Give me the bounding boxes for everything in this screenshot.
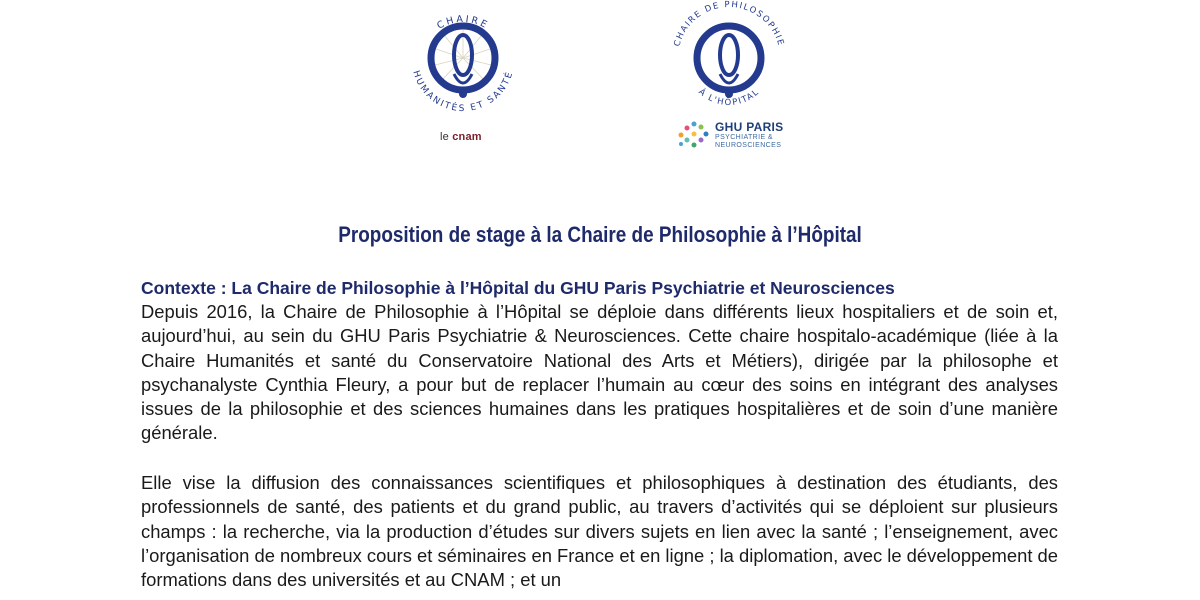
ghu-subtitle-line2: NEUROSCIENCES	[715, 142, 782, 149]
right-logo-top-text: CHAIRE DE PHILOSOPHIE	[672, 0, 786, 48]
context-paragraph-2: Elle vise la diffusion des connaissances scientifiques et philosophiques à destination des étudiants, des professionnels de santé, des patients et du grand public, au travers d’activités qui se déploient sur plusieurs champs : la recherche, via la production d’études sur divers sujets en lien avec la santé ; l’enseignement, avec l’organisation de nombreux cours et séminaires en France et en ligne ; la diplomation, avec le développement de formations dans des universités et au CNAM ; et un	[141, 472, 1058, 591]
context-paragraph-1: Depuis 2016, la Chaire de Philosophie à l’Hôpital se déploie dans différents lieux hospitaliers et de soin et, aujourd’hui, au sein du GHU Paris Psychiatrie & Neurosciences. Cette chaire hospitalo-académique (liée à la Chaire Humanités et santé du Conservatoire National des Arts et Métiers), dirigée par la philosophe et psychanalyste Cynthia Fleury, a pour but de replacer l’humain au cœur des soins en intégrant des analyses issues de la philosophie et des sciences humaines dans les pratiques hospitalières et de soin d’une manière générale.	[141, 301, 1058, 444]
ghu-subtitle	[715, 134, 781, 150]
document-title: Proposition de stage à la Chaire de Philosophie à l’Hôpital	[338, 222, 862, 247]
ghu-subtitle-line1: PSYCHIATRIE &	[715, 134, 773, 141]
ghu-title: GHU PARIS	[715, 120, 784, 134]
context-heading: Contexte : La Chaire de Philosophie à l’Hôpital du GHU Paris Psychiatrie et Neurosciences	[141, 278, 895, 298]
left-logo-top-text: CHAIRE	[435, 13, 491, 32]
right-logo-bottom-text: À L'HÔPITAL	[696, 87, 762, 109]
philosophie-emblem-icon	[664, 0, 794, 120]
lecnam-brand: cnam	[452, 131, 482, 143]
ghu-paris-logo	[675, 119, 790, 153]
lecnam-logo	[440, 131, 482, 143]
ghu-dots-icon	[675, 119, 713, 151]
chaire-emblem-icon	[398, 0, 528, 130]
left-logo-bottom-text: HUMANITÉS ET SANTÉ	[410, 69, 516, 115]
lecnam-prefix: le	[440, 131, 453, 143]
chaire-humanites-sante-logo	[398, 0, 528, 150]
